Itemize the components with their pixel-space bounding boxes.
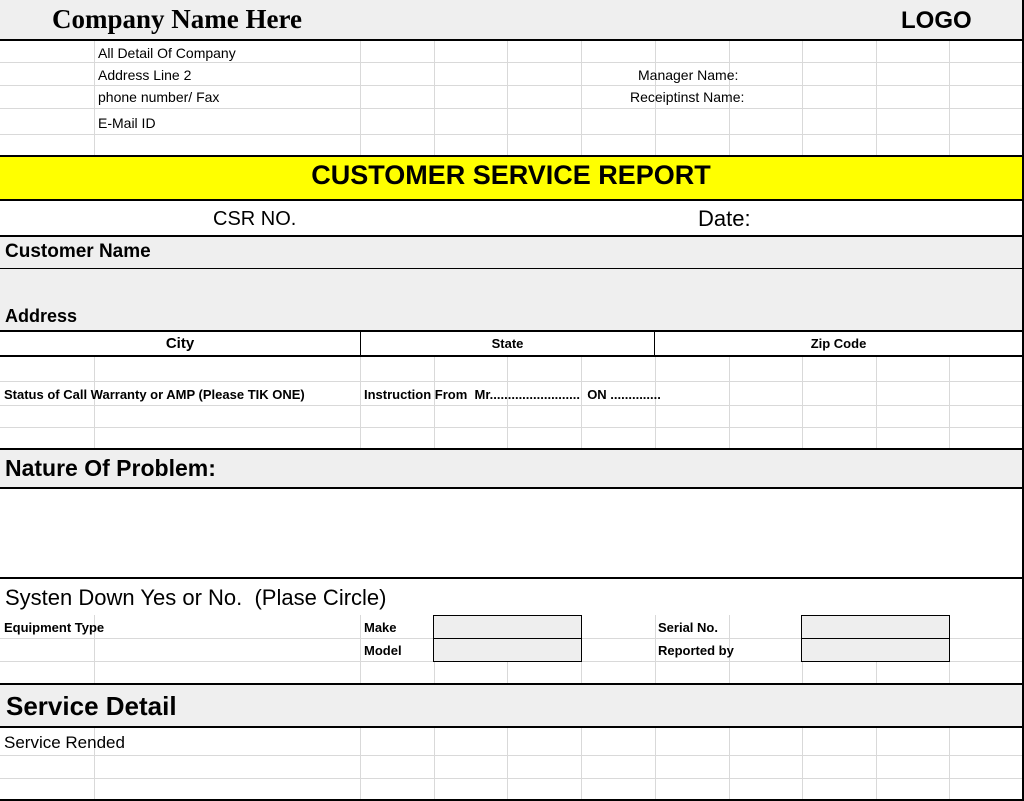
service-rended-label: Service Rended [4,733,125,752]
state-header: State [491,336,524,351]
border-line [654,330,655,356]
border-line [0,199,1024,201]
address-line: Address Line 2 [98,67,192,83]
city-header: City [165,335,195,352]
zip-code-header: Zip Code [810,336,867,351]
status-of-call-label: Status of Call Warranty or AMP (Please TIK ONE) [4,387,305,402]
company-detail: All Detail Of Company [98,45,236,61]
border-line [0,683,1024,685]
border-line [0,487,1024,489]
customer-name-band [0,237,1024,330]
problem-description-area[interactable] [0,489,1024,578]
border-line [0,577,1024,579]
border-line [0,268,1024,269]
manager-name-label: Manager Name: [638,67,739,83]
email-id: E-Mail ID [98,115,156,131]
serial-no-label: Serial No. [658,620,718,635]
company-name: Company Name Here [52,4,302,34]
logo-placeholder: LOGO [901,7,972,34]
address-label: Address [5,306,78,326]
nature-of-problem-label: Nature Of Problem: [5,455,216,481]
border-line [0,155,1024,157]
border-line [360,330,361,356]
system-down-label: Systen Down Yes or No. (Plase Circle) [5,585,387,610]
border-line [0,39,1024,41]
equipment-type-label: Equipment Type [4,620,105,635]
border-line [0,330,1024,332]
serial-no-input[interactable] [801,615,950,639]
receptionist-name-label: Receiptinst Name: [630,89,745,105]
instruction-from-label: Instruction From Mr......................... ON .............. [364,387,661,402]
model-label: Model [364,643,402,658]
customer-name-label: Customer Name [5,241,151,262]
csr-row [0,201,1024,236]
csr-no-label: CSR NO. [213,208,297,230]
make-label: Make [364,620,397,635]
report-title: CUSTOMER SERVICE REPORT [311,160,711,190]
border-line [0,355,1024,357]
border-line [0,448,1024,450]
reported-by-input[interactable] [801,638,950,662]
model-input[interactable] [433,638,582,662]
service-detail-label: Service Detail [6,691,177,721]
border-line [0,726,1024,728]
date-label: Date: [698,206,751,231]
phone-fax: phone number/ Fax [98,89,220,105]
border-line [0,235,1024,237]
reported-by-label: Reported by [658,643,734,658]
make-input[interactable] [433,615,582,639]
